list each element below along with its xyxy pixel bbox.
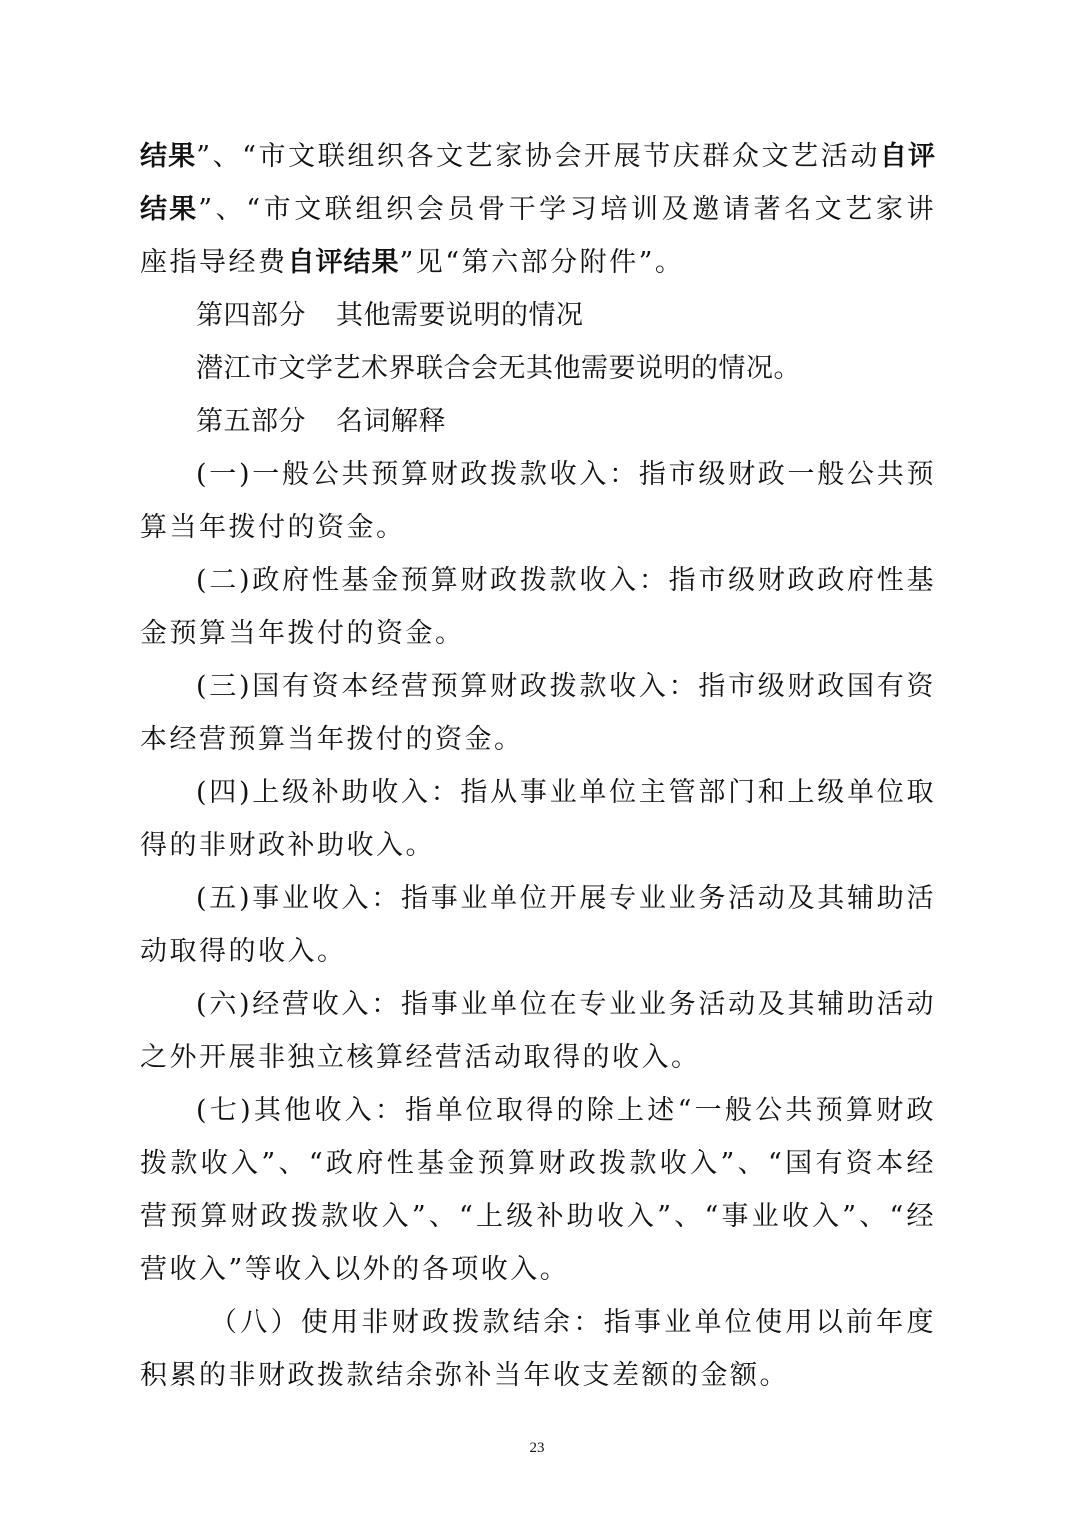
body-text: ”见“第六部分附件”。 <box>399 247 685 278</box>
definition-item: (七)其他收入：指单位取得的除上述“一般公共预算财政拨款收入”、“政府性基金预算财政拨款收入”、“国有资本经营预算财政拨款收入”、“上级补助收入”、“事业收入”、“经营收入”等收入以外的各项收入。 <box>140 1095 936 1285</box>
bold-text: 自评结果 <box>140 141 937 225</box>
definition-item: (一)一般公共预算财政拨款收入：指市级财政一般公共预算当年拨付的资金。 <box>140 459 936 543</box>
body-text: ”、“市文联组织各文艺家协会开展节庆群众文艺活动 <box>196 141 880 172</box>
definition-item: (四)上级补助收入：指从事业单位主管部门和上级单位取得的非财政补助收入。 <box>140 777 936 861</box>
definition-item: (五)事业收入：指事业单位开展专业业务活动及其辅助活动取得的收入。 <box>140 883 936 967</box>
section-4-body: 潜江市文学艺术界联合会无其他需要说明的情况。 <box>196 353 801 384</box>
section-heading-4 <box>140 289 936 342</box>
definition-item: (六)经营收入：指事业单位在专业业务活动及其辅助活动之外开展非独立核算经营活动取得的收入。 <box>140 989 936 1073</box>
section-heading-5 <box>140 395 936 448</box>
page-number: 23 <box>529 1440 545 1456</box>
definition-item: （八）使用非财政拨款结余：指事业单位使用以前年度积累的非财政拨款结余弥补当年收支差额的金额。 <box>140 1307 936 1391</box>
definition-item: (三)国有资本经营预算财政拨款收入：指市级财政国有资本经营预算当年拨付的资金。 <box>140 671 936 755</box>
section-label: 第四部分 <box>196 300 306 331</box>
section-title: 其他需要说明的情况 <box>336 300 584 331</box>
document-body <box>140 130 936 1402</box>
section-title: 名词解释 <box>336 406 446 437</box>
bold-text: 结果 <box>140 141 197 172</box>
body-text: ”、“市文联组织会员骨干学习培训及邀请著名文艺家讲座指导经费 <box>140 194 937 278</box>
definition-item: (二)政府性基金预算财政拨款收入：指市级财政政府性基金预算当年拨付的资金。 <box>140 565 936 649</box>
intro-paragraph <box>140 130 936 289</box>
section-label: 第五部分 <box>196 406 306 437</box>
bold-text: 自评结果 <box>287 247 400 278</box>
